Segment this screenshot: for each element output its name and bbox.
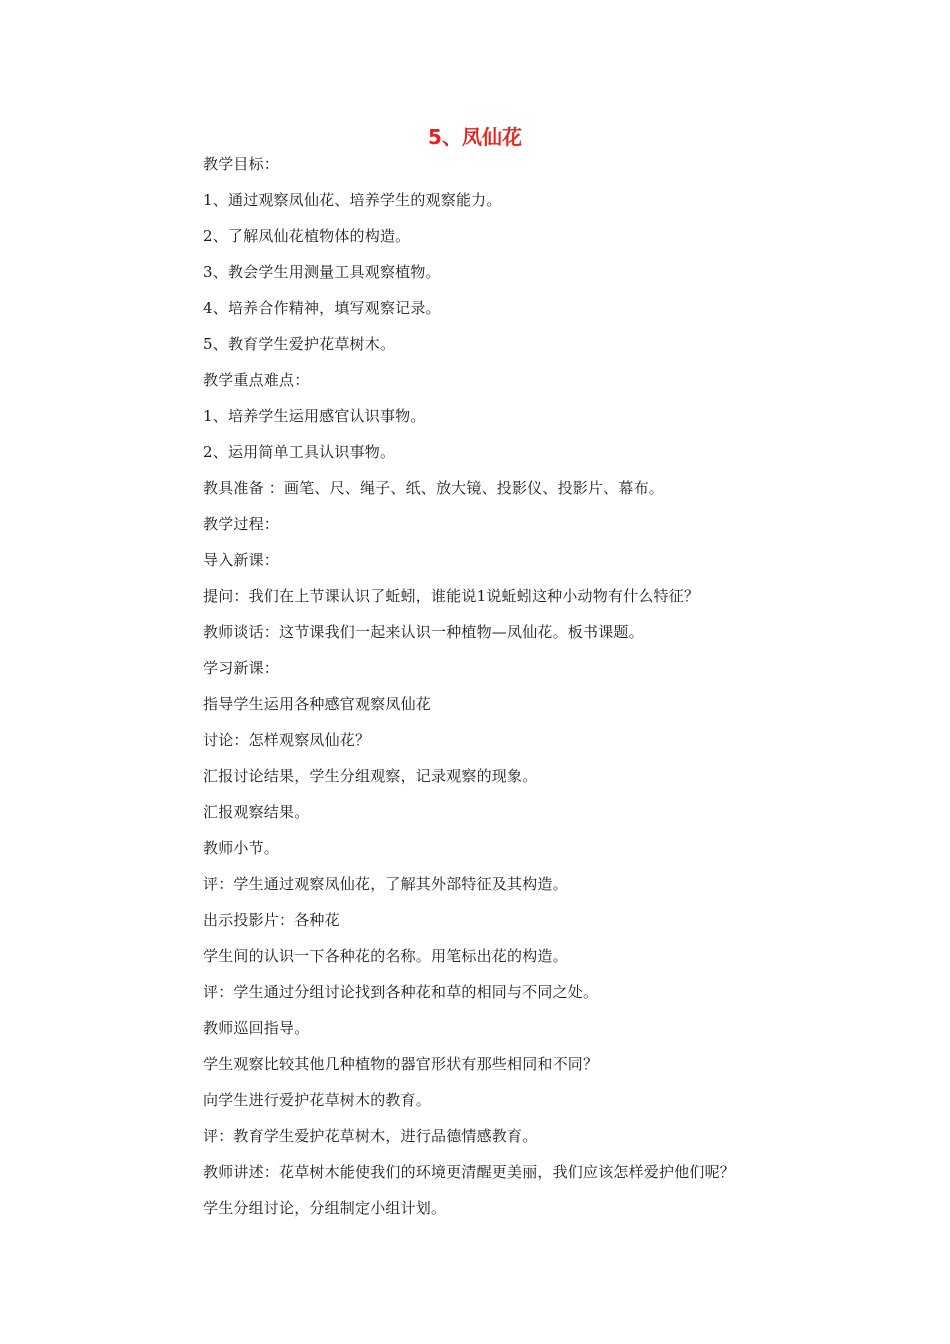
text-line: 提问：我们在上节课认识了蚯蚓，谁能说1说蚯蚓这种小动物有什么特征？: [203, 587, 700, 605]
document-title: 5、凤仙花: [428, 125, 522, 149]
text-line: 汇报观察结果。: [203, 803, 310, 821]
text-line: 1、培养学生运用感官认识事物。: [203, 407, 426, 425]
text-line: 学生观察比较其他几种植物的器官形状有那些相同和不同？: [203, 1055, 599, 1073]
text-line: 评：学生通过观察凤仙花，了解其外部特征及其构造。: [203, 875, 568, 893]
text-line: 教师巡回指导。: [203, 1019, 310, 1037]
document-body: [203, 146, 843, 1226]
text-line: 教学重点难点：: [203, 371, 310, 389]
text-line: 教具准备 ：画笔、尺、绳子、纸、放大镜、投影仪、投影片、幕布。: [203, 479, 664, 497]
text-line: 汇报讨论结果，学生分组观察，记录观察的现象。: [203, 767, 538, 785]
text-line: 讨论：怎样观察凤仙花？: [203, 731, 371, 749]
text-line: 评：学生通过分组讨论找到各种花和草的相同与不同之处。: [203, 983, 599, 1001]
text-line: 学习新课：: [203, 659, 280, 677]
text-line: 3、教会学生用测量工具观察植物。: [203, 263, 441, 281]
text-line: 1、通过观察凤仙花、培养学生的观察能力。: [203, 191, 502, 209]
text-line: 评：教育学生爱护花草树木，进行品德情感教育。: [203, 1127, 538, 1145]
text-line: 4、培养合作精神，填写观察记录。: [203, 299, 441, 317]
text-line: 2、了解凤仙花植物体的构造。: [203, 227, 411, 245]
text-line: 学生间的认识一下各种花的名称。用笔标出花的构造。: [203, 947, 568, 965]
text-line: 出示投影片：各种花: [203, 911, 340, 929]
text-line: 教学过程：: [203, 515, 280, 533]
text-line: 教学目标：: [203, 155, 280, 173]
text-line: 5、教育学生爱护花草树木。: [203, 335, 396, 353]
text-line: 教师讲述：花草树木能使我们的环境更清醒更美丽，我们应该怎样爱护他们呢？: [203, 1163, 736, 1181]
text-line: 教师小节。: [203, 839, 280, 857]
text-line: 2、运用简单工具认识事物。: [203, 443, 396, 461]
text-line: 指导学生运用各种感官观察凤仙花: [203, 695, 432, 713]
text-line: 向学生进行爱护花草树木的教育。: [203, 1091, 432, 1109]
text-line: 教师谈话：这节课我们一起来认识一种植物—凤仙花。板书课题。: [203, 623, 644, 641]
text-line: 导入新课：: [203, 551, 280, 569]
text-line: 学生分组讨论，分组制定小组计划。: [203, 1199, 447, 1217]
